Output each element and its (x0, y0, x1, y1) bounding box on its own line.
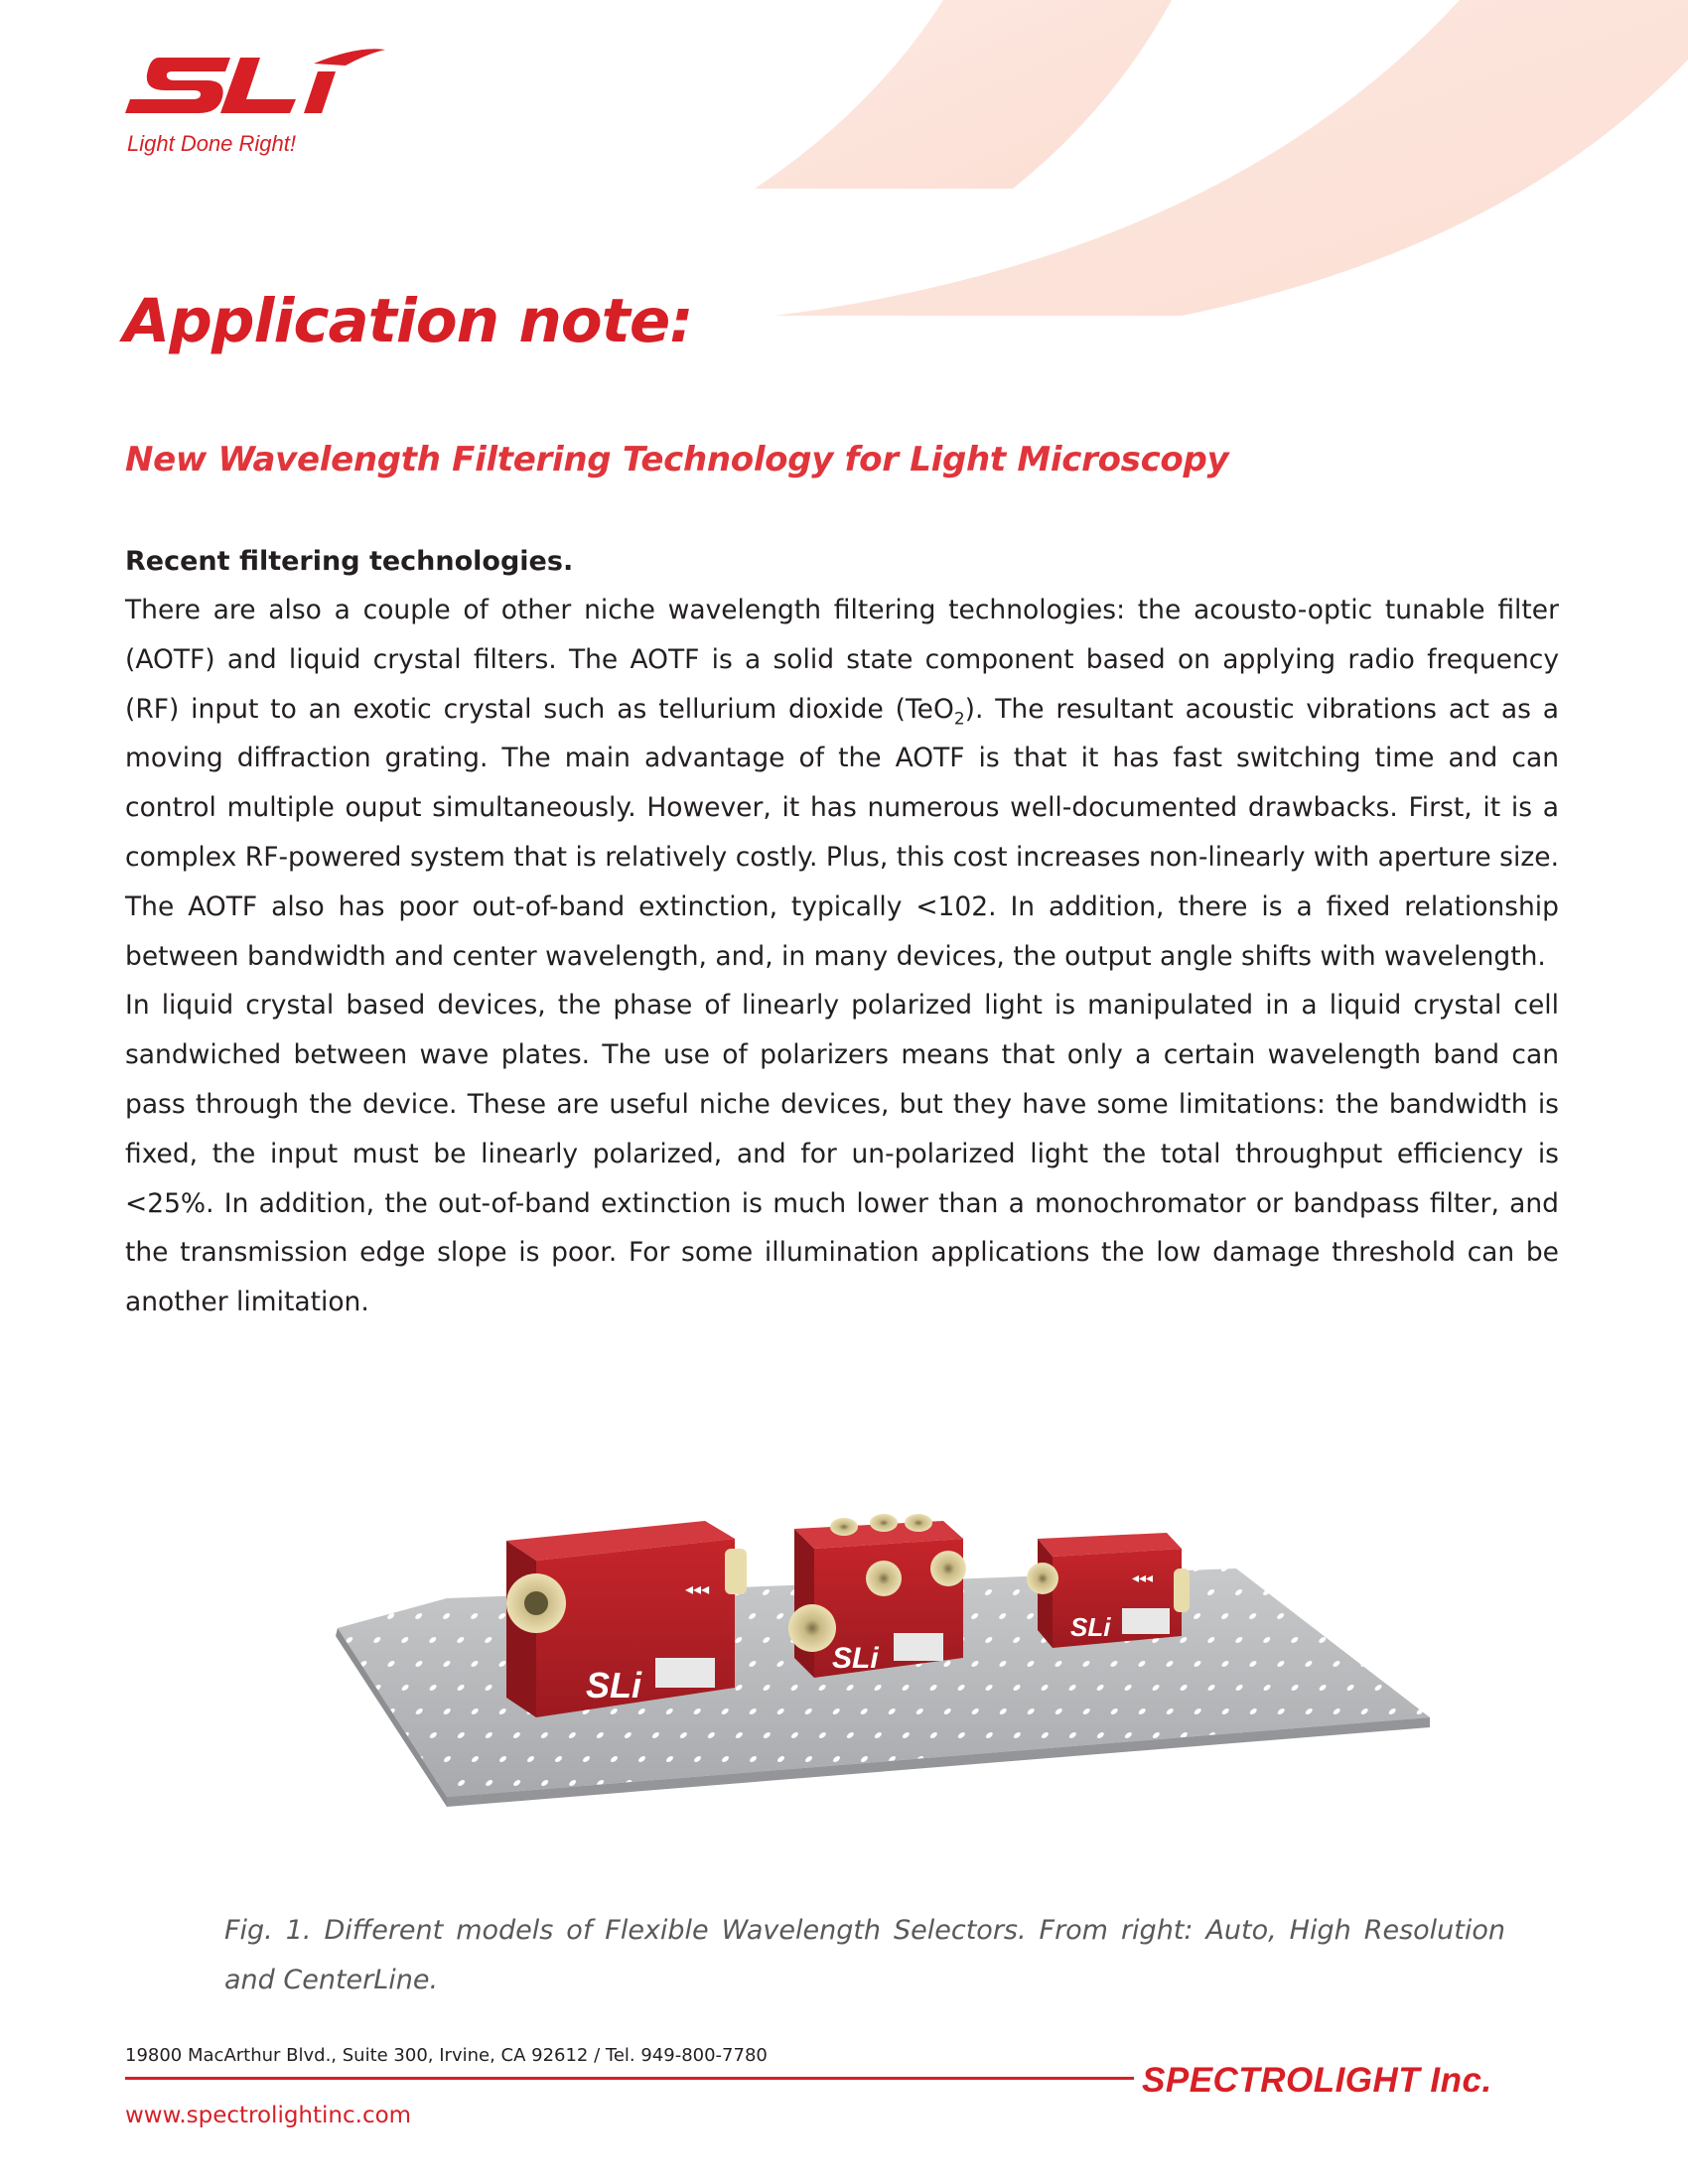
document-title: Application note: (123, 286, 693, 356)
body-text (125, 586, 1559, 1327)
device-logo: SLi (1070, 1612, 1111, 1642)
product-figure (328, 1509, 1440, 1827)
svg-text:◂◂◂: ◂◂◂ (1132, 1570, 1154, 1586)
device-logo: SLi (832, 1642, 879, 1675)
footer-company-name: SPECTROLIGHT Inc. (1142, 2061, 1492, 2100)
sli-logo-mark (119, 44, 387, 123)
figure-caption: Fig. 1. Different models of Flexible Wavelength Selectors. From right: Auto, High Resolution and CenterLine. (224, 1915, 1505, 1995)
footer-divider (125, 2077, 1134, 2080)
footer-address: 19800 MacArthur Blvd., Suite 300, Irvine, CA 92612 / Tel. 949-800-7780 (125, 2045, 768, 2066)
logo-tagline: Light Done Right! (127, 131, 296, 156)
device-high-resolution (788, 1514, 966, 1678)
paragraph-aotf: There are also a couple of other niche wavelength filtering technologies: the acousto-optic tunable filter (AOTF) and liquid crystal filters. The AOTF is a solid state component based on applying radio frequency (RF) input to an exotic crystal such as tellurium dioxide (TeO$_2$). The resultant acoustic vibrations act as a moving diffraction grating. The main advantage of the AOTF is that it has fast switching time and can control multiple ouput simultaneously. However, it has numerous well-documented drawbacks. First, it is a complex RF-powered system that is relatively costly. Plus, this cost increases non-linearly with aperture size. The AOTF also has poor out-of-band extinction, typically <102. In addition, there is a fixed relationship between bandwidth and center wavelength, and, in many devices, the output angle shifts with wavelength. (125, 595, 1559, 972)
section-heading: Recent filtering technologies. (125, 546, 574, 577)
device-centerline (506, 1521, 747, 1717)
paragraph-liquid-crystal: In liquid crystal based devices, the phase of linearly polarized light is manipulated in a liquid crystal cell sandwiched between wave plates. The use of polarizers means that only a certain wavelength band can pass through the device. These are useful niche devices, but they have some limitations: the bandwidth is fixed, the input must be linearly polarized, and for un-polarized light the total throughput efficiency is <25%. In addition, the out-of-band extinction is much lower than a monochromator or bandpass filter, and the transmission edge slope is poor. For some illumination applications the low damage threshold can be another limitation. (125, 990, 1559, 1318)
device-auto (1027, 1533, 1190, 1648)
footer-website-link[interactable]: www.spectrolightinc.com (125, 2103, 412, 2128)
document-subtitle: New Wavelength Filtering Technology for Light Microscopy (125, 440, 1229, 479)
sli-logo (119, 44, 397, 163)
device-logo: SLi (586, 1665, 642, 1706)
svg-text:◂◂◂: ◂◂◂ (685, 1579, 710, 1598)
subscript: 2 (953, 708, 965, 729)
